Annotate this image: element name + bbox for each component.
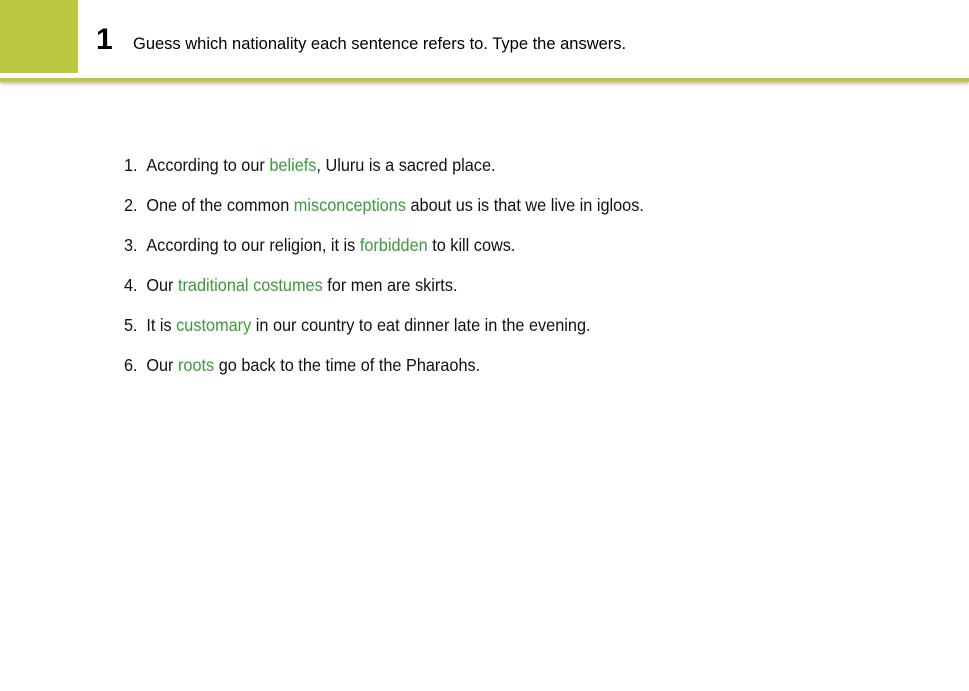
- sentence-item-2: [124, 192, 644, 232]
- sentence-number: 4.: [124, 275, 138, 295]
- sentence-item-3: [124, 232, 644, 272]
- sentence-text-before: Our: [146, 275, 178, 295]
- exercise-header: [0, 0, 969, 80]
- sentence-text-after: for men are skirts.: [322, 275, 458, 295]
- sentence-keyword: roots: [177, 355, 215, 375]
- sentence-text-before: One of the common: [146, 195, 294, 215]
- sentence-text-after: in our country to eat dinner late in the evening.: [251, 315, 591, 335]
- header-divider: [0, 78, 969, 82]
- sentence-number: 1.: [124, 155, 138, 175]
- sentence-keyword: customary: [176, 315, 252, 335]
- exercise-instruction: Guess which nationality each sentence refers to. Type the answers.: [133, 35, 627, 53]
- sentence-number: 5.: [124, 315, 138, 335]
- sentence-text-before: According to our: [146, 155, 270, 175]
- sentence-item-1: [124, 152, 644, 192]
- sentence-keyword: beliefs: [269, 155, 317, 175]
- exercise-number: 1: [96, 23, 113, 56]
- sentence-list: [124, 152, 683, 392]
- sentence-text-after: , Uluru is a sacred place.: [316, 155, 496, 175]
- sentence-item-6: [124, 352, 644, 392]
- sentence-keyword: traditional costumes: [177, 275, 323, 295]
- sentence-item-4: [124, 272, 644, 312]
- sentence-number: 3.: [124, 235, 138, 255]
- sentence-number: 2.: [124, 195, 138, 215]
- sentence-number: 6.: [124, 355, 138, 375]
- sentence-keyword: forbidden: [359, 235, 428, 255]
- sentence-item-5: [124, 312, 644, 352]
- sentence-text-before: Our: [146, 355, 178, 375]
- sentence-text-after: about us is that we live in igloos.: [405, 195, 644, 215]
- sentence-keyword: misconceptions: [293, 195, 406, 215]
- sentence-text-before: According to our religion, it is: [146, 235, 360, 255]
- header-accent-block: [0, 0, 78, 73]
- sentence-text-after: go back to the time of the Pharaohs.: [214, 355, 481, 375]
- sentence-text-before: It is: [146, 315, 177, 335]
- sentence-text-after: to kill cows.: [427, 235, 516, 255]
